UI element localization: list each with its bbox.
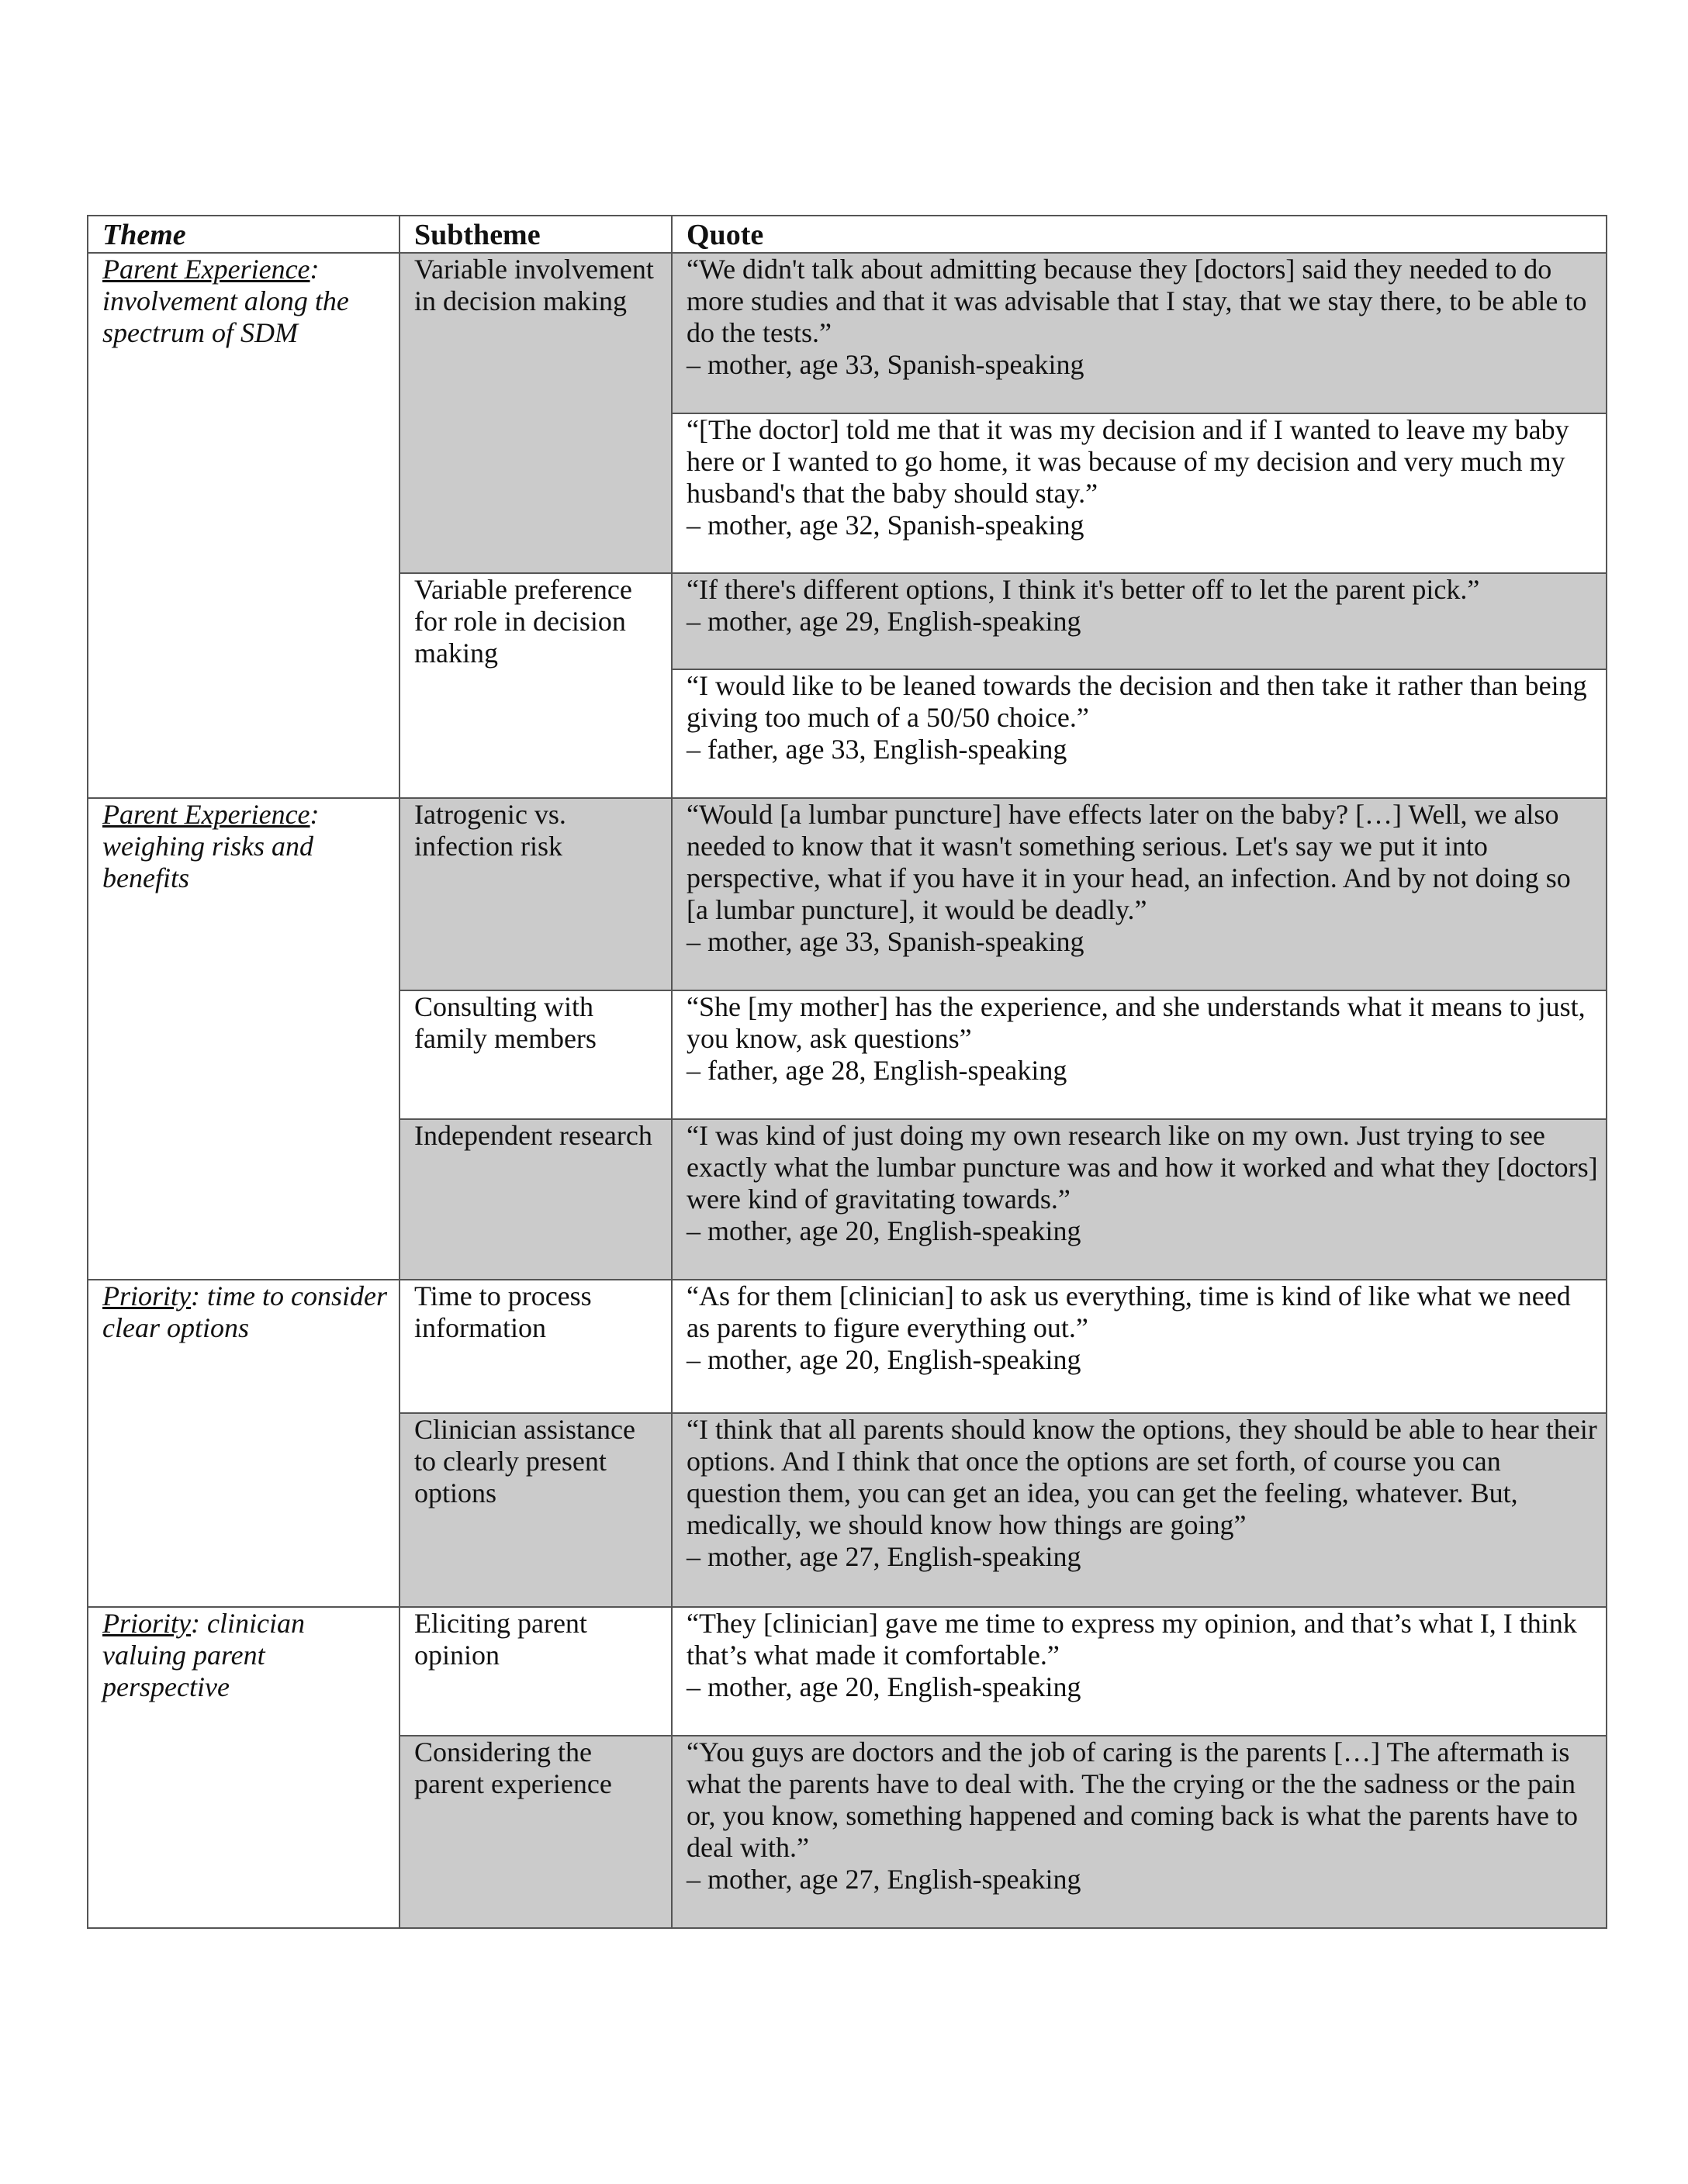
theme-label-prefix: Priority — [102, 1608, 191, 1639]
quote-attribution: – mother, age 27, English-speaking — [687, 1864, 1081, 1895]
theme-label-rest: : involvement along the spectrum of SDM — [102, 254, 349, 348]
subtheme-cell: Iatrogenic vs. infection risk — [400, 798, 672, 990]
quote-cell — [672, 990, 1607, 1119]
themes-table — [87, 215, 1607, 1929]
theme-label-rest: : time to consider clear options — [102, 1280, 387, 1343]
quote-attribution: – mother, age 29, English-speaking — [687, 606, 1081, 637]
quote-attribution: – mother, age 32, Spanish-speaking — [687, 510, 1084, 541]
table-body — [88, 253, 1607, 1928]
table-row — [88, 253, 1607, 413]
table-header — [88, 216, 1607, 253]
quote-text: “I think that all parents should know the options, they should be able to hear their options. And I think that once the options are set forth, of course you can question them, you can get an idea, you can get the feeling, whatever. But, medically, we should know how things are going” — [687, 1414, 1597, 1540]
subtheme-cell: Clinician assistance to clearly present options — [400, 1413, 672, 1607]
theme-cell — [88, 798, 400, 1280]
quote-attribution: – mother, age 33, Spanish-speaking — [687, 926, 1084, 957]
theme-label-prefix: Parent Experience — [102, 799, 310, 830]
theme-label-prefix: Priority — [102, 1280, 191, 1311]
theme-cell — [88, 253, 400, 798]
quote-attribution: – father, age 28, English-speaking — [687, 1055, 1067, 1086]
subtheme-cell: Considering the parent experience — [400, 1736, 672, 1928]
quote-cell — [672, 1736, 1607, 1928]
quote-text: “I would like to be leaned towards the decision and then take it rather than being giving too much of a 50/50 choice.” — [687, 670, 1587, 733]
theme-cell — [88, 1607, 400, 1928]
quote-cell — [672, 1413, 1607, 1607]
quote-text: “We didn't talk about admitting because they [doctors] said they needed to do more studies and that it was advisable that I stay, that we stay there, to be able to do the tests.” — [687, 254, 1587, 348]
theme-label-rest: : weighing risks and benefits — [102, 799, 320, 893]
subtheme-cell: Independent research — [400, 1119, 672, 1280]
quote-cell — [672, 413, 1607, 573]
quote-attribution: – mother, age 20, English-speaking — [687, 1344, 1081, 1375]
quote-attribution: – father, age 33, English-speaking — [687, 734, 1067, 765]
header-subtheme: Subtheme — [400, 216, 672, 253]
theme-label-rest: : clinician valuing parent perspective — [102, 1608, 305, 1702]
subtheme-cell: Consulting with family members — [400, 990, 672, 1119]
subtheme-cell: Variable preference for role in decision making — [400, 573, 672, 798]
quote-cell — [672, 253, 1607, 413]
header-row — [88, 216, 1607, 253]
quote-cell — [672, 1607, 1607, 1736]
header-theme: Theme — [88, 216, 400, 253]
theme-cell — [88, 1280, 400, 1607]
table-row — [88, 798, 1607, 990]
quote-cell — [672, 798, 1607, 990]
quote-attribution: – mother, age 33, Spanish-speaking — [687, 349, 1084, 380]
table-row — [88, 1280, 1607, 1413]
quote-text: “If there's different options, I think it's better off to let the parent pick.” — [687, 574, 1480, 605]
theme-label-prefix: Parent Experience — [102, 254, 310, 285]
quote-text: “[The doctor] told me that it was my decision and if I wanted to leave my baby here or I wanted to go home, it was because of my decision and very much my husband's that the baby should stay.” — [687, 414, 1569, 509]
quote-text: “You guys are doctors and the job of caring is the parents […] The aftermath is what the parents have to deal with. The the crying or the the sadness or the pain or, you know, something happened and coming back is what the parents have to deal with.” — [687, 1736, 1578, 1863]
quote-cell — [672, 1119, 1607, 1280]
quote-text: “As for them [clinician] to ask us everything, time is kind of like what we need as parents to figure everything out.” — [687, 1280, 1571, 1343]
quote-attribution: – mother, age 20, English-speaking — [687, 1215, 1081, 1246]
quote-cell — [672, 573, 1607, 669]
quote-attribution: – mother, age 20, English-speaking — [687, 1671, 1081, 1702]
quote-text: “I was kind of just doing my own research like on my own. Just trying to see exactly what the lumbar puncture was and how it worked and what they [doctors] were kind of gravitating towards.” — [687, 1120, 1598, 1215]
subtheme-cell: Time to process information — [400, 1280, 672, 1413]
quote-cell — [672, 1280, 1607, 1413]
quote-text: “Would [a lumbar puncture] have effects later on the baby? […] Well, we also needed to know that it wasn't something serious. Let's say we put it into perspective, what if you have it in your head, an infection. And by not doing so [a lumbar puncture], it would be deadly.” — [687, 799, 1571, 925]
table-row — [88, 1607, 1607, 1736]
quote-attribution: – mother, age 27, English-speaking — [687, 1541, 1081, 1572]
quote-text: “They [clinician] gave me time to express my opinion, and that’s what I, I think that’s what made it comfortable.” — [687, 1608, 1577, 1671]
header-quote: Quote — [672, 216, 1607, 253]
quote-text: “She [my mother] has the experience, and she understands what it means to just, you know, ask questions” — [687, 991, 1586, 1054]
subtheme-cell: Eliciting parent opinion — [400, 1607, 672, 1736]
subtheme-cell: Variable involvement in decision making — [400, 253, 672, 573]
quote-cell — [672, 669, 1607, 798]
